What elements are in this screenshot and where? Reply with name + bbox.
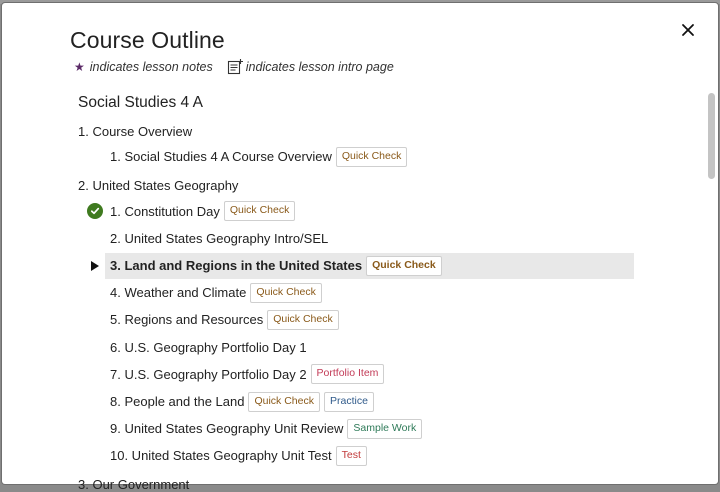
lesson-row[interactable] bbox=[105, 389, 634, 415]
lesson-label: 10. United States Geography Unit Test bbox=[110, 448, 332, 464]
quick-tag[interactable]: Quick Check bbox=[224, 201, 296, 221]
lesson-row[interactable] bbox=[105, 225, 634, 251]
lesson-label: 9. United States Geography Unit Review bbox=[110, 421, 344, 437]
star-icon: ★ bbox=[74, 59, 85, 74]
lesson-label: 2. United States Geography Intro/SEL bbox=[110, 230, 329, 246]
unit-heading[interactable]: 2. United States Geography bbox=[78, 177, 239, 193]
unit-heading[interactable]: 3. Our Government bbox=[78, 477, 190, 492]
course-outline-modal bbox=[2, 3, 718, 492]
lesson-label: 8. People and the Land bbox=[110, 394, 245, 409]
legend-intro-text: indicates lesson intro page bbox=[245, 59, 394, 74]
quick-tag[interactable]: Quick Check bbox=[248, 392, 320, 412]
lesson-label: 7. U.S. Geography Portfolio Day 2 bbox=[110, 366, 307, 382]
portfolio-tag[interactable]: Portfolio Item bbox=[311, 364, 385, 384]
quick-tag[interactable]: Quick Check bbox=[250, 283, 322, 303]
practice-tag[interactable]: Practice bbox=[324, 392, 374, 412]
lesson-row[interactable] bbox=[105, 280, 634, 306]
legend bbox=[74, 58, 394, 75]
unit-heading[interactable]: 1. Course Overview bbox=[78, 123, 193, 139]
completed-check-icon bbox=[87, 203, 103, 219]
quick-tag[interactable]: Quick Check bbox=[336, 147, 408, 167]
lesson-row[interactable] bbox=[105, 416, 634, 442]
legend-notes-text: indicates lesson notes bbox=[89, 59, 213, 74]
lesson-label: 3. Land and Regions in the United States bbox=[110, 258, 363, 273]
lesson-row[interactable] bbox=[105, 253, 634, 279]
close-icon bbox=[678, 20, 698, 40]
modal-title: Course Outline bbox=[70, 27, 225, 53]
scrollbar-thumb[interactable] bbox=[708, 93, 715, 179]
outline-scroll-area[interactable] bbox=[2, 83, 718, 492]
sample-tag[interactable]: Sample Work bbox=[347, 419, 422, 439]
lesson-row[interactable] bbox=[105, 307, 634, 333]
lesson-row[interactable] bbox=[105, 198, 634, 224]
lesson-label: 5. Regions and Resources bbox=[110, 312, 264, 328]
lesson-row[interactable] bbox=[105, 361, 634, 387]
test-tag[interactable]: Test bbox=[336, 446, 367, 466]
lesson-row[interactable] bbox=[105, 144, 634, 170]
course-title: Social Studies 4 A bbox=[78, 94, 203, 111]
quick-tag[interactable]: Quick Check bbox=[267, 310, 339, 330]
lesson-row[interactable] bbox=[105, 443, 634, 469]
lesson-label: 6. U.S. Geography Portfolio Day 1 bbox=[110, 339, 307, 355]
lesson-row[interactable] bbox=[105, 334, 634, 360]
quick-tag[interactable]: Quick Check bbox=[366, 256, 442, 276]
lesson-label: 1. Social Studies 4 A Course Overview bbox=[110, 149, 332, 165]
current-lesson-arrow-icon bbox=[91, 261, 99, 271]
lesson-label: 4. Weather and Climate bbox=[110, 285, 247, 301]
close-button[interactable] bbox=[678, 20, 698, 40]
lesson-intro-page-icon bbox=[227, 58, 244, 75]
lesson-label: 1. Constitution Day bbox=[110, 203, 220, 219]
